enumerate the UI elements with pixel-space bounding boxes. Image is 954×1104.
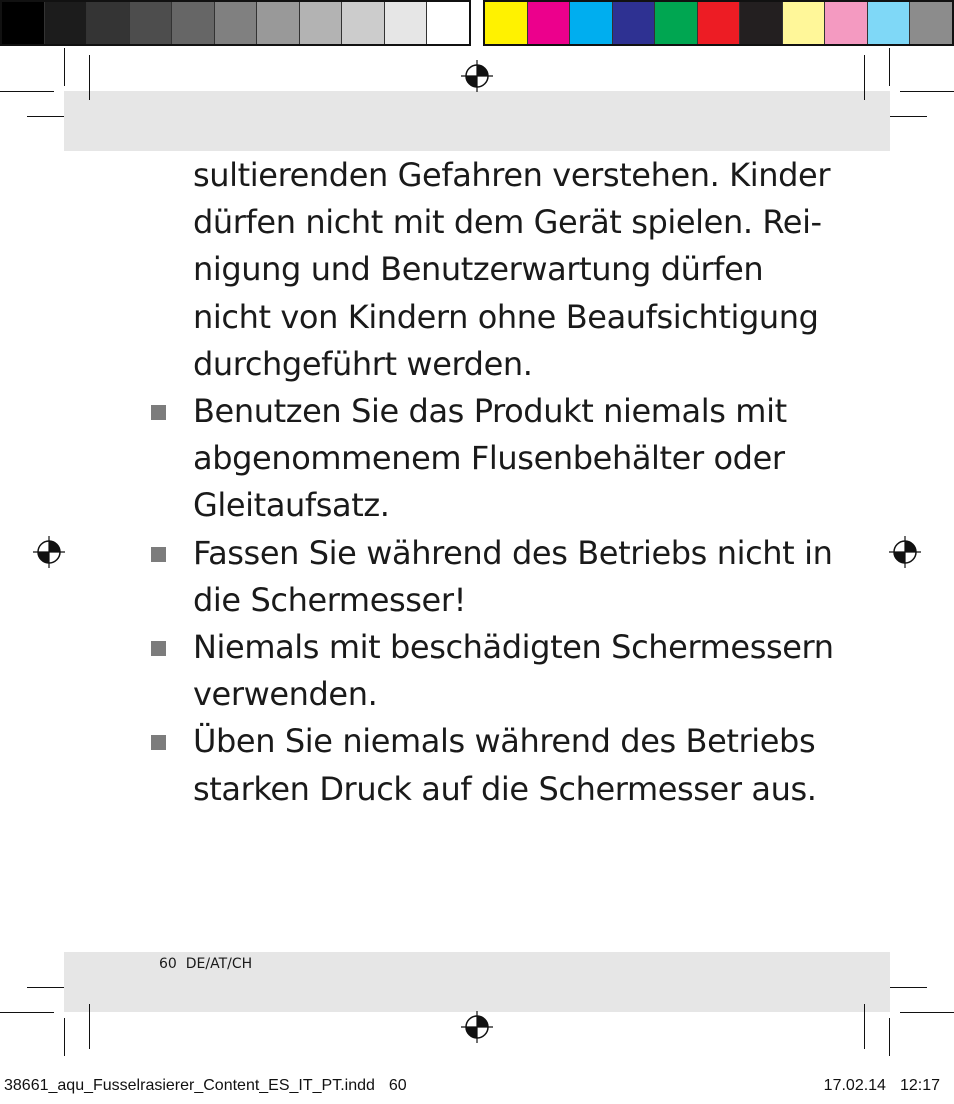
text-line: starken Druck auf die Schermesser aus. [193, 769, 817, 808]
text-line: die Schermesser! [193, 580, 467, 619]
slug-filename: 38661_aqu_Fusselrasierer_Content_ES_IT_PT.indd [4, 1077, 375, 1094]
text-line: Benutzen Sie das Produkt niemals mit [193, 392, 787, 431]
crop-mark [89, 1004, 90, 1049]
gray-swatch [2, 2, 45, 44]
text-line: verwenden. [193, 675, 378, 714]
text-line: Gleitaufsatz. [193, 486, 390, 525]
locale-label: DE/AT/CH [185, 956, 253, 972]
crop-mark [890, 987, 927, 988]
crop-mark [864, 55, 865, 100]
gray-swatch [172, 2, 215, 44]
page-folio [159, 956, 252, 972]
crop-mark [0, 1012, 54, 1013]
crop-mark [64, 48, 65, 86]
text-line: dürfen nicht mit dem Gerät spielen. Rei- [193, 203, 822, 242]
color-swatch [528, 2, 571, 44]
crop-mark [27, 987, 64, 988]
registration-mark-icon [33, 536, 65, 568]
crop-mark [27, 116, 64, 117]
crop-mark [900, 91, 954, 92]
color-swatch [783, 2, 826, 44]
square-bullet-icon [151, 547, 166, 562]
crop-mark [864, 1004, 865, 1049]
list-item [150, 718, 850, 812]
gray-swatch [87, 2, 130, 44]
crop-mark [89, 55, 90, 100]
text-line: Üben Sie niemals während des Betriebs [193, 722, 816, 761]
top-gray-band [64, 91, 890, 151]
color-swatch [825, 2, 868, 44]
crop-mark [900, 1012, 954, 1013]
list-item [150, 624, 850, 718]
registration-mark-icon [461, 1011, 493, 1043]
gray-swatch [45, 2, 88, 44]
gray-swatch [257, 2, 300, 44]
color-swatch [570, 2, 613, 44]
text-line: nigung und Benutzerwartung dürfen [193, 250, 764, 289]
crop-mark [889, 48, 890, 86]
color-swatch [698, 2, 741, 44]
text-line: abgenommenem Flusenbehälter oder [193, 439, 785, 478]
color-swatch [485, 2, 528, 44]
color-swatch [613, 2, 656, 44]
gray-swatch [215, 2, 258, 44]
text-line: Niemals mit beschädigten Schermessern [193, 628, 834, 667]
slug-date: 17.02.14 [823, 1077, 886, 1094]
text-line: sultierenden Gefahren verstehen. Kinder [193, 156, 831, 194]
slug-file-info [4, 1077, 407, 1095]
intro-paragraph [150, 152, 850, 388]
gray-swatch [342, 2, 385, 44]
registration-mark-icon [889, 536, 921, 568]
crop-mark [889, 1018, 890, 1056]
crop-mark [64, 1018, 65, 1056]
color-calibration-bar [483, 0, 954, 46]
slug-time: 12:17 [899, 1077, 940, 1094]
slug-timestamp [824, 1077, 940, 1095]
color-swatch [868, 2, 911, 44]
color-swatch [740, 2, 783, 44]
gray-swatch [300, 2, 343, 44]
square-bullet-icon [151, 641, 166, 656]
square-bullet-icon [151, 405, 166, 420]
gray-swatch [427, 2, 469, 44]
gray-swatch [385, 2, 428, 44]
text-line: durchgeführt werden. [193, 344, 533, 383]
manual-text-content [150, 152, 850, 813]
grayscale-calibration-bar [0, 0, 471, 46]
text-line: nicht von Kindern ohne Beaufsichtigung [193, 297, 819, 336]
square-bullet-icon [151, 735, 166, 750]
crop-mark [0, 91, 54, 92]
list-item [150, 530, 850, 624]
text-line: Fassen Sie während des Betriebs nicht in [193, 533, 833, 572]
crop-mark [890, 116, 927, 117]
color-swatch [910, 2, 952, 44]
page-number: 60 [159, 956, 177, 972]
slug-page: 60 [388, 1077, 407, 1094]
color-swatch [655, 2, 698, 44]
gray-swatch [130, 2, 173, 44]
list-item [150, 388, 850, 530]
registration-mark-icon [461, 60, 493, 92]
